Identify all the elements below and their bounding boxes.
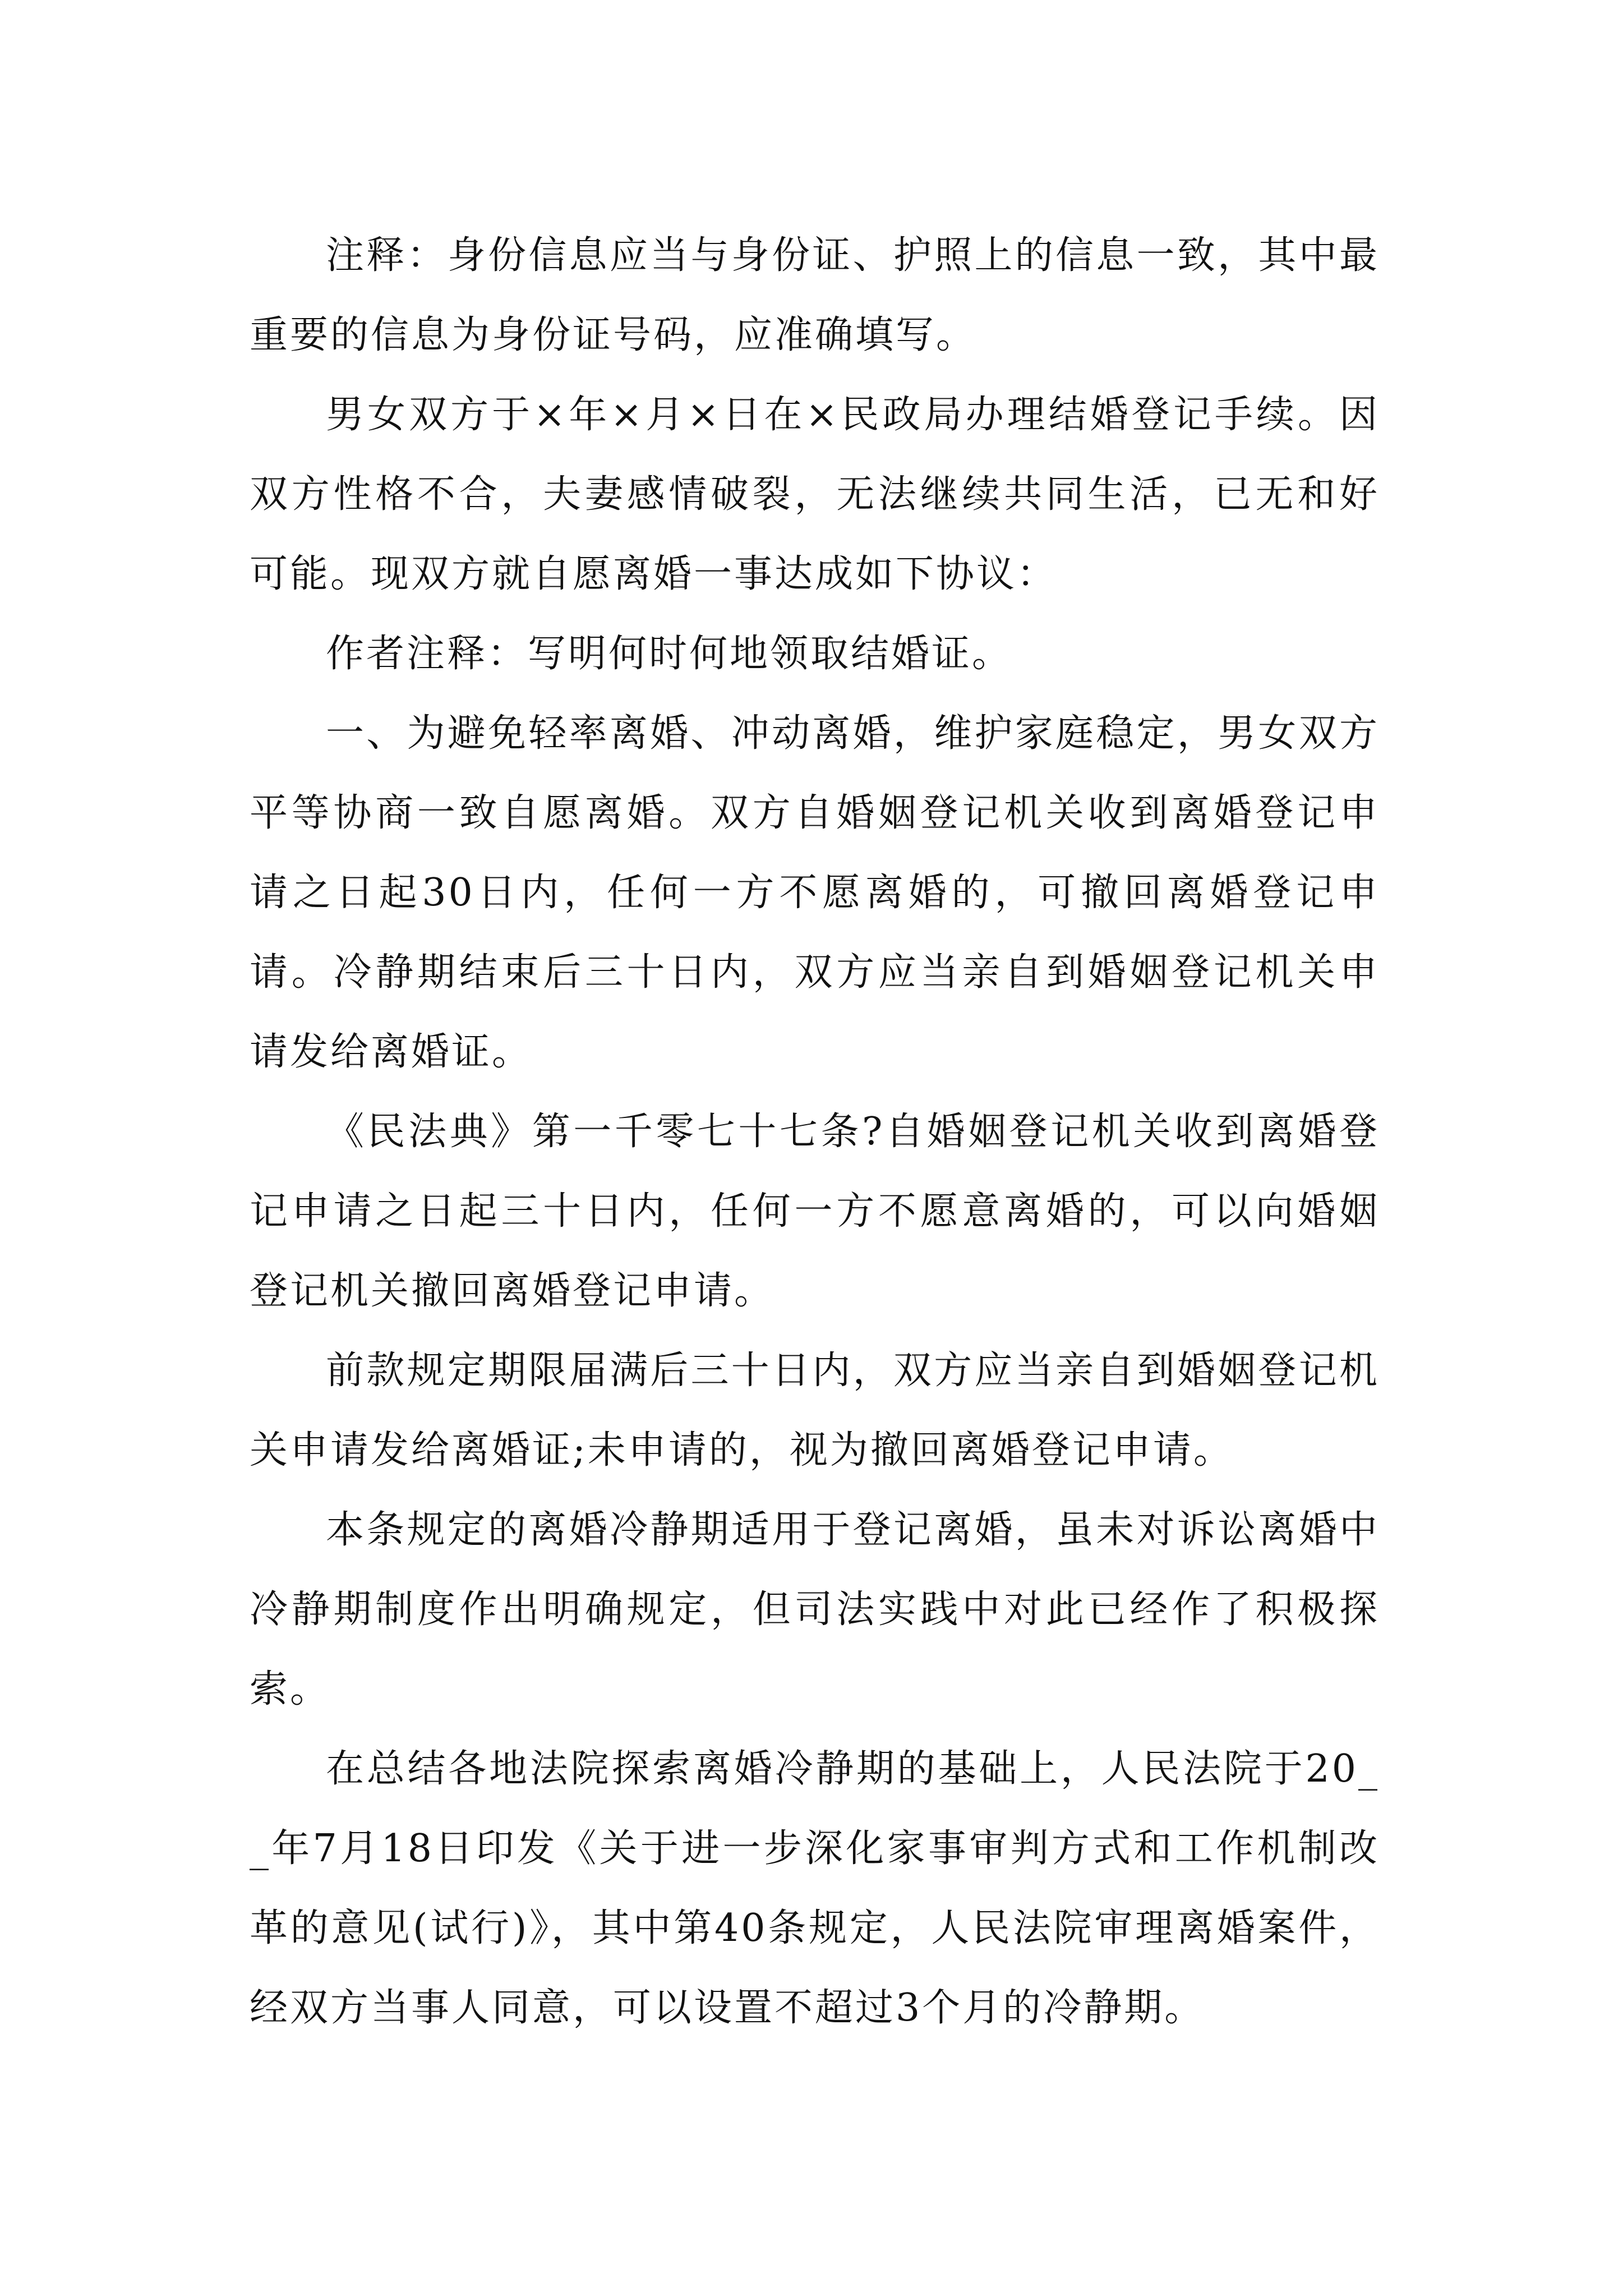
document-body <box>250 216 1380 2048</box>
paragraph-civil-code-article: 《民法典》第一千零七十七条?自婚姻登记机关收到离婚登记申请之日起三十日内，任何一方不愿意离婚的，可以向婚姻登记机关撤回离婚登记申请。 <box>250 1110 1380 1313</box>
paragraph-id-note: 注释：身份信息应当与身份证、护照上的信息一致，其中最重要的信息为身份证号码，应准确填写。 <box>250 233 1380 357</box>
paragraph-court-opinion: 在总结各地法院探索离婚冷静期的基础上，人民法院于20__年7月18日印发《关于进一步深化家事审判方式和工作机制改革的意见(试行)》，其中第40条规定，人民法院审理离婚案件，经双方当事人同意，可以设置不超过3个月的冷静期。 <box>250 1747 1380 2030</box>
paragraph-time-limit: 前款规定期限届满后三十日内，双方应当亲自到婚姻登记机关申请发给离婚证;未申请的，视为撤回离婚登记申请。 <box>250 1349 1380 1473</box>
paragraph-marriage-registration: 男女双方于×年×月×日在×民政局办理结婚登记手续。因双方性格不合，夫妻感情破裂，无法继续共同生活，已无和好可能。现双方就自愿离婚一事达成如下协议： <box>250 393 1380 596</box>
paragraph-author-note: 作者注释：写明何时何地领取结婚证。 <box>326 632 1013 676</box>
paragraph-clause-one: 一、为避免轻率离婚、冲动离婚，维护家庭稳定，男女双方平等协商一致自愿离婚。双方自婚姻登记机关收到离婚登记申请之日起30日内，任何一方不愿离婚的，可撤回离婚登记申请。冷静期结束后三十日内，双方应当亲自到婚姻登记机关申请发给离婚证。 <box>250 711 1380 1074</box>
paragraph-cooling-period-scope: 本条规定的离婚冷静期适用于登记离婚，虽未对诉讼离婚中冷静期制度作出明确规定，但司法实践中对此已经作了积极探索。 <box>250 1508 1380 1711</box>
